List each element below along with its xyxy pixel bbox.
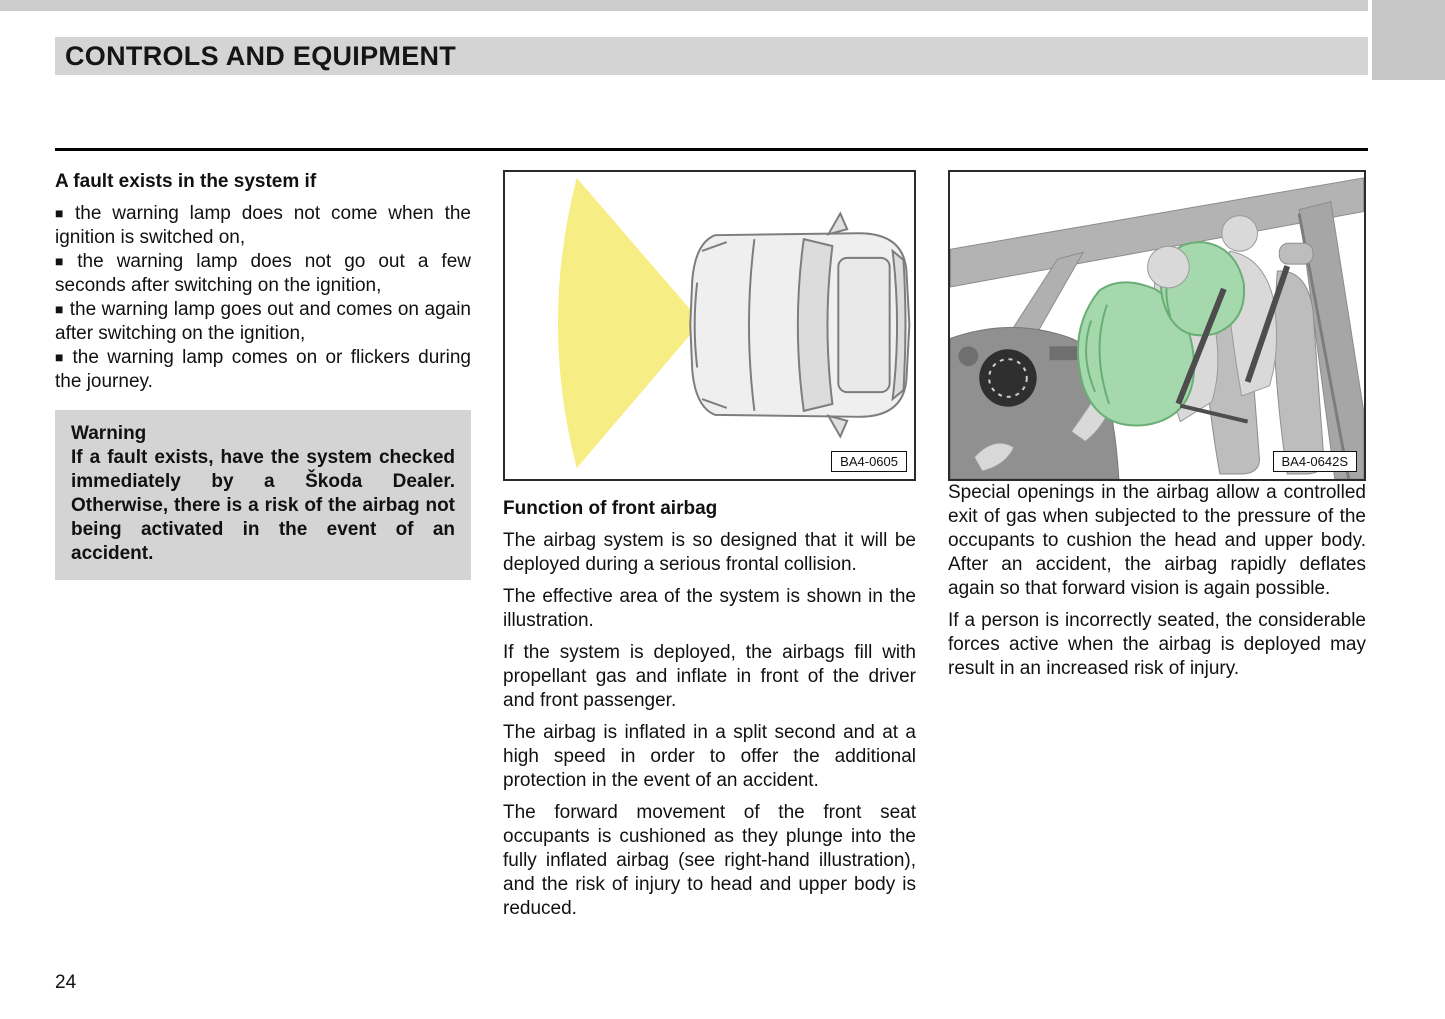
airbag-effective-area-illustration (505, 172, 914, 479)
left-column (55, 170, 471, 580)
fault-heading: A fault exists in the system if (55, 171, 317, 192)
header-rule (55, 148, 1368, 151)
figure-label: BA4-0605 (831, 451, 907, 472)
paragraph: The effective area of the system is shown in the illustration. (503, 586, 916, 631)
warning-title: Warning (71, 423, 147, 444)
bullet-square-icon: ■ (55, 349, 67, 365)
deployed-airbags-illustration (950, 172, 1364, 479)
bullet-square-icon: ■ (55, 205, 70, 221)
page-number: 24 (55, 972, 77, 993)
paragraph: If the system is deployed, the airbags fill with propellant gas and inflate in front of the driver and front passenger. (503, 642, 916, 711)
chapter-header-bar (55, 37, 1368, 75)
paragraph: The airbag is inflated in a split second and at a high speed in order to offer the additional protection in the event of an accident. (503, 722, 916, 791)
bullet-square-icon: ■ (55, 253, 72, 269)
fault-bullet (55, 298, 471, 346)
paragraph: The airbag system is so designed that it will be deployed during a serious frontal collision. (503, 530, 916, 575)
page-corner-tab (1372, 0, 1445, 80)
middle-column (503, 170, 916, 929)
bullet-text: the warning lamp does not come when the ignition is switched on, (55, 203, 471, 248)
page-top-strip (0, 0, 1368, 11)
bullet-square-icon: ■ (55, 301, 64, 317)
figure-deployed-airbags (948, 170, 1366, 481)
function-heading: Function of front airbag (503, 498, 718, 519)
paragraph: The forward movement of the front seat occupants is cushioned as they plunge into the fully inflated airbag (see right-hand illustration), and the risk of injury to head and upper body is reduced. (503, 802, 916, 919)
figure-label: BA4-0642S (1273, 451, 1358, 472)
paragraph: Special openings in the airbag allow a controlled exit of gas when subjected to the pressure of the occupants to cushion the head and upper body. After an accident, the airbag rapidly deflates again so that forward vision is again possible. (948, 482, 1366, 599)
effective-zone-shape (558, 178, 701, 468)
warning-box (55, 410, 471, 580)
paragraph: If a person is incorrectly seated, the considerable forces active when the airbag is deployed may result in an increased risk of injury. (948, 610, 1366, 679)
fault-bullet (55, 346, 471, 394)
bullet-text: the warning lamp goes out and comes on again after switching on the ignition, (55, 299, 471, 344)
fault-bullet (55, 202, 471, 250)
warning-body: If a fault exists, have the system checked immediately by a Škoda Dealer. Otherwise, there is a risk of the airbag not being activated in the event of an accident. (71, 447, 455, 564)
bullet-text: the warning lamp does not go out a few seconds after switching on the ignition, (55, 251, 472, 296)
chapter-title: CONTROLS AND EQUIPMENT (65, 40, 457, 71)
car-top-view (690, 213, 909, 436)
right-column (948, 170, 1366, 689)
bullet-text: the warning lamp comes on or flickers during the journey. (55, 347, 471, 392)
figure-airbag-effective-area (503, 170, 916, 481)
fault-bullet (55, 250, 471, 298)
